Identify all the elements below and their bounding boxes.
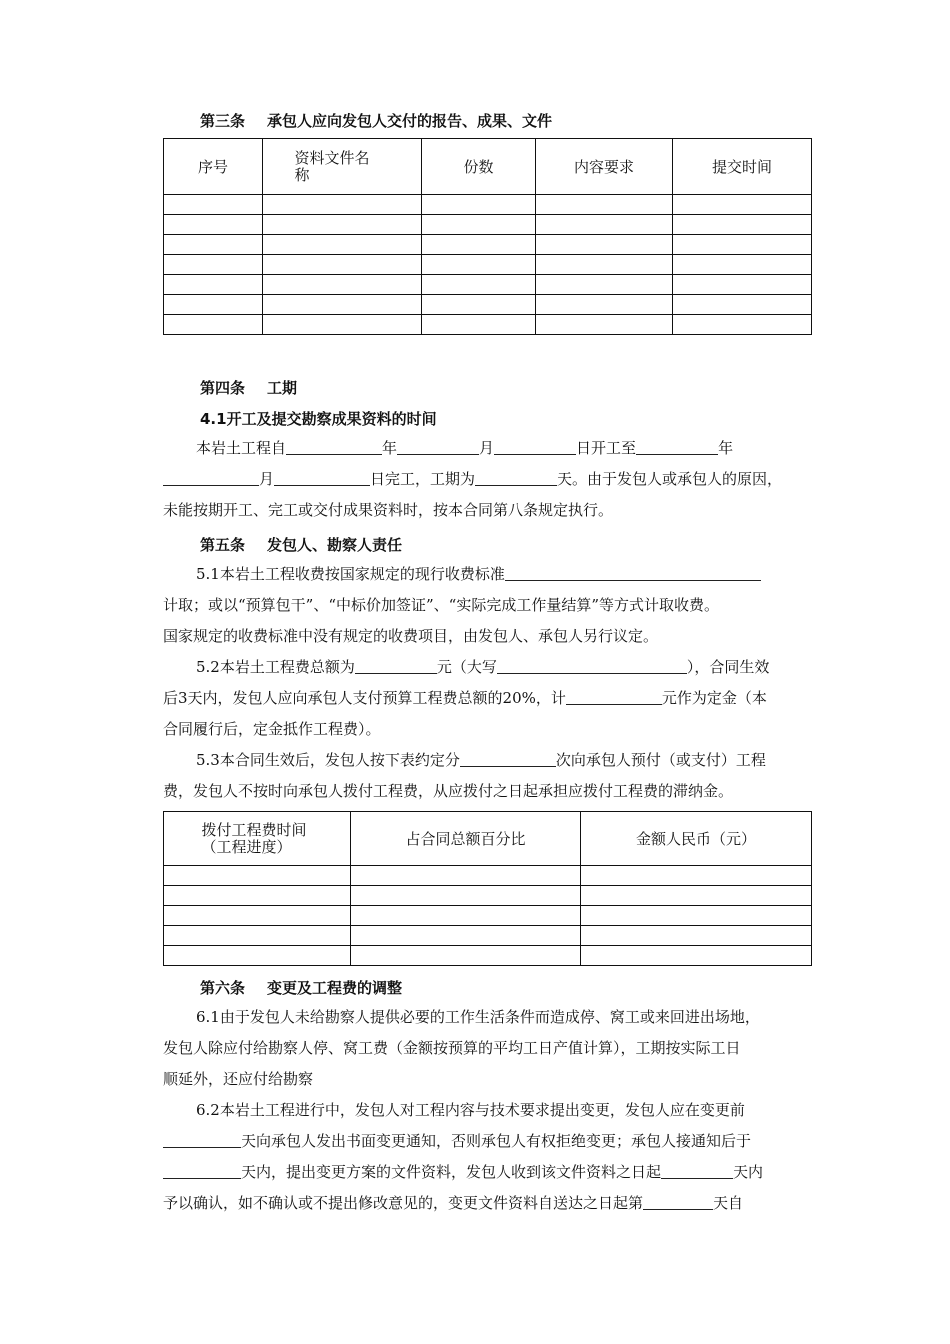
table-row	[164, 906, 812, 926]
table-cell[interactable]	[536, 315, 673, 335]
table-cell[interactable]	[164, 315, 263, 335]
table-cell[interactable]	[164, 215, 263, 235]
table-header-row	[164, 812, 812, 866]
table-row	[164, 295, 812, 315]
table-cell[interactable]	[422, 235, 536, 255]
total-fee-words-field[interactable]	[497, 658, 687, 674]
table-cell[interactable]	[536, 215, 673, 235]
table-cell[interactable]	[164, 235, 263, 255]
article-5-body: 5.1本岩土工程收费按国家规定的现行收费标准 计取；或以“预算包干”、“中标价加签证”、“实际完成工作量结算”等方式计取收费。 国家规定的收费标准中没有规定的收费项目，由发包人、承包人另行议定。 5.2本岩土工程费总额为 元（大写 ），合同生效 后3天内，发包人应向承包人支付预算工程费总额的20%，计 元作为定金（本 合同履行后，定金抵作工程费）。 5.3本合同生效后，发包人按下表约定分 次向承包人预付（或支付）工程 费，发包人不按时向承包人拨付工程费，从应拨付之日起承担应拨付工程费的滞纳金。	[163, 565, 770, 800]
deliverables-table	[163, 138, 812, 335]
table-cell[interactable]	[422, 275, 536, 295]
table-cell[interactable]	[581, 906, 812, 926]
table-cell[interactable]	[673, 195, 812, 215]
table-cell[interactable]	[581, 886, 812, 906]
table-cell[interactable]	[164, 886, 351, 906]
col-header-requirements: 内容要求	[536, 139, 673, 195]
table-cell[interactable]	[263, 195, 422, 215]
article-6-body: 6.1由于发包人未给勘察人提供必要的工作生活条件而造成停、窝工或来回进出场地， 发包人除应付给勘察人停、窝工费（金额按预算的平均工日产值计算），工期按实际工日 顺延外，还应付给勘察 6.2本岩土工程进行中，发包人对工程内容与技术要求提出变更，发包人应在变更前 天向承包人发出书面变更通知，否则承包人有权拒绝变更；承包人接通知后于 天内，提出变更方案的文件资料，发包人收到该文件资料之日起 天内 予以确认，如不确认或不提出修改意见的，变更文件资料自送达之日起第 天自	[163, 1008, 764, 1212]
table-cell[interactable]	[164, 906, 351, 926]
table-cell[interactable]	[164, 195, 263, 215]
table-cell[interactable]	[351, 886, 581, 906]
table-row	[164, 866, 812, 886]
total-fee-field[interactable]	[355, 658, 437, 674]
table-cell[interactable]	[351, 906, 581, 926]
article-4-heading	[200, 377, 297, 398]
article-5-heading	[200, 534, 402, 555]
start-day-field[interactable]	[494, 439, 576, 455]
table-cell[interactable]	[164, 255, 263, 275]
table-row	[164, 195, 812, 215]
article-6-heading	[200, 977, 402, 998]
article-4-title: 第四条	[200, 379, 246, 397]
table-cell[interactable]	[263, 295, 422, 315]
table-cell[interactable]	[673, 255, 812, 275]
table-cell[interactable]	[536, 195, 673, 215]
table-cell[interactable]	[422, 195, 536, 215]
end-year-field[interactable]	[636, 439, 718, 455]
end-day-field[interactable]	[274, 470, 370, 486]
table-cell[interactable]	[422, 295, 536, 315]
effective-day-field[interactable]	[643, 1194, 713, 1210]
table-row	[164, 275, 812, 295]
table-cell[interactable]	[673, 275, 812, 295]
table-row	[164, 315, 812, 335]
proposal-days-field[interactable]	[163, 1163, 241, 1179]
col-header-index: 序号	[164, 139, 263, 195]
table-cell[interactable]	[263, 215, 422, 235]
duration-days-field[interactable]	[475, 470, 557, 486]
table-cell[interactable]	[536, 235, 673, 255]
col-header-percentage: 占合同总额百分比	[351, 812, 581, 866]
article-3-subtitle: 承包人应向发包人交付的报告、成果、文件	[267, 112, 553, 130]
table-cell[interactable]	[536, 275, 673, 295]
table-cell[interactable]	[536, 295, 673, 315]
table-row	[164, 886, 812, 906]
article-6-subtitle: 变更及工程费的调整	[267, 979, 403, 997]
start-year-field[interactable]	[286, 439, 382, 455]
table-cell[interactable]	[422, 215, 536, 235]
deposit-amount-field[interactable]	[566, 689, 662, 705]
article-6-title: 第六条	[200, 979, 246, 997]
table-cell[interactable]	[581, 926, 812, 946]
table-cell[interactable]	[164, 926, 351, 946]
fee-standard-field[interactable]	[505, 565, 761, 581]
confirm-days-field[interactable]	[661, 1163, 733, 1179]
col-header-copies: 份数	[422, 139, 536, 195]
table-cell[interactable]	[581, 866, 812, 886]
article-4-subtitle: 工期	[267, 379, 298, 397]
table-cell[interactable]	[164, 295, 263, 315]
col-header-submit-time: 提交时间	[673, 139, 812, 195]
col-header-amount: 金额人民币（元）	[581, 812, 812, 866]
start-month-field[interactable]	[397, 439, 479, 455]
table-cell[interactable]	[164, 946, 351, 966]
table-row	[164, 215, 812, 235]
table-cell[interactable]	[673, 235, 812, 255]
table-row	[164, 255, 812, 275]
doc-name-line2: 称	[294, 165, 310, 184]
notice-days-field[interactable]	[163, 1132, 241, 1148]
table-cell[interactable]	[673, 315, 812, 335]
installments-field[interactable]	[460, 751, 556, 767]
table-cell[interactable]	[673, 295, 812, 315]
col-header-payment-time: 拨付工程费时间 （工程进度）	[164, 812, 351, 866]
table-row	[164, 926, 812, 946]
article-5-title: 第五条	[200, 536, 246, 554]
article-3-title: 第三条	[200, 112, 246, 130]
table-header-row	[164, 139, 812, 195]
table-cell[interactable]	[422, 315, 536, 335]
article-4-body: 本岩土工程自 年 月 日开工至 年 月 日完工，工期为 天。由于发包人或承包人的原因， 未能按期开工、完工或交付成果资料时，按本合同第八条规定执行。	[163, 439, 783, 519]
end-month-field[interactable]	[163, 470, 259, 486]
table-cell[interactable]	[673, 215, 812, 235]
table-cell[interactable]	[351, 926, 581, 946]
table-cell[interactable]	[536, 255, 673, 275]
table-cell[interactable]	[422, 255, 536, 275]
table-cell[interactable]	[351, 946, 581, 966]
table-cell[interactable]	[263, 315, 422, 335]
table-cell[interactable]	[164, 275, 263, 295]
table-row	[164, 235, 812, 255]
table-cell[interactable]	[581, 946, 812, 966]
doc-name-line1: 资料文件名	[294, 148, 370, 167]
article-3-heading	[200, 110, 552, 131]
section-4-1-heading: 4.1开工及提交勘察成果资料的时间	[200, 410, 437, 428]
table-cell[interactable]	[263, 235, 422, 255]
table-cell[interactable]	[351, 866, 581, 886]
payment-schedule-table	[163, 811, 812, 966]
article-5-subtitle: 发包人、勘察人责任	[267, 536, 403, 554]
table-cell[interactable]	[263, 275, 422, 295]
table-cell[interactable]	[164, 866, 351, 886]
table-cell[interactable]	[263, 255, 422, 275]
col-header-doc-name	[263, 139, 422, 195]
table-row	[164, 946, 812, 966]
